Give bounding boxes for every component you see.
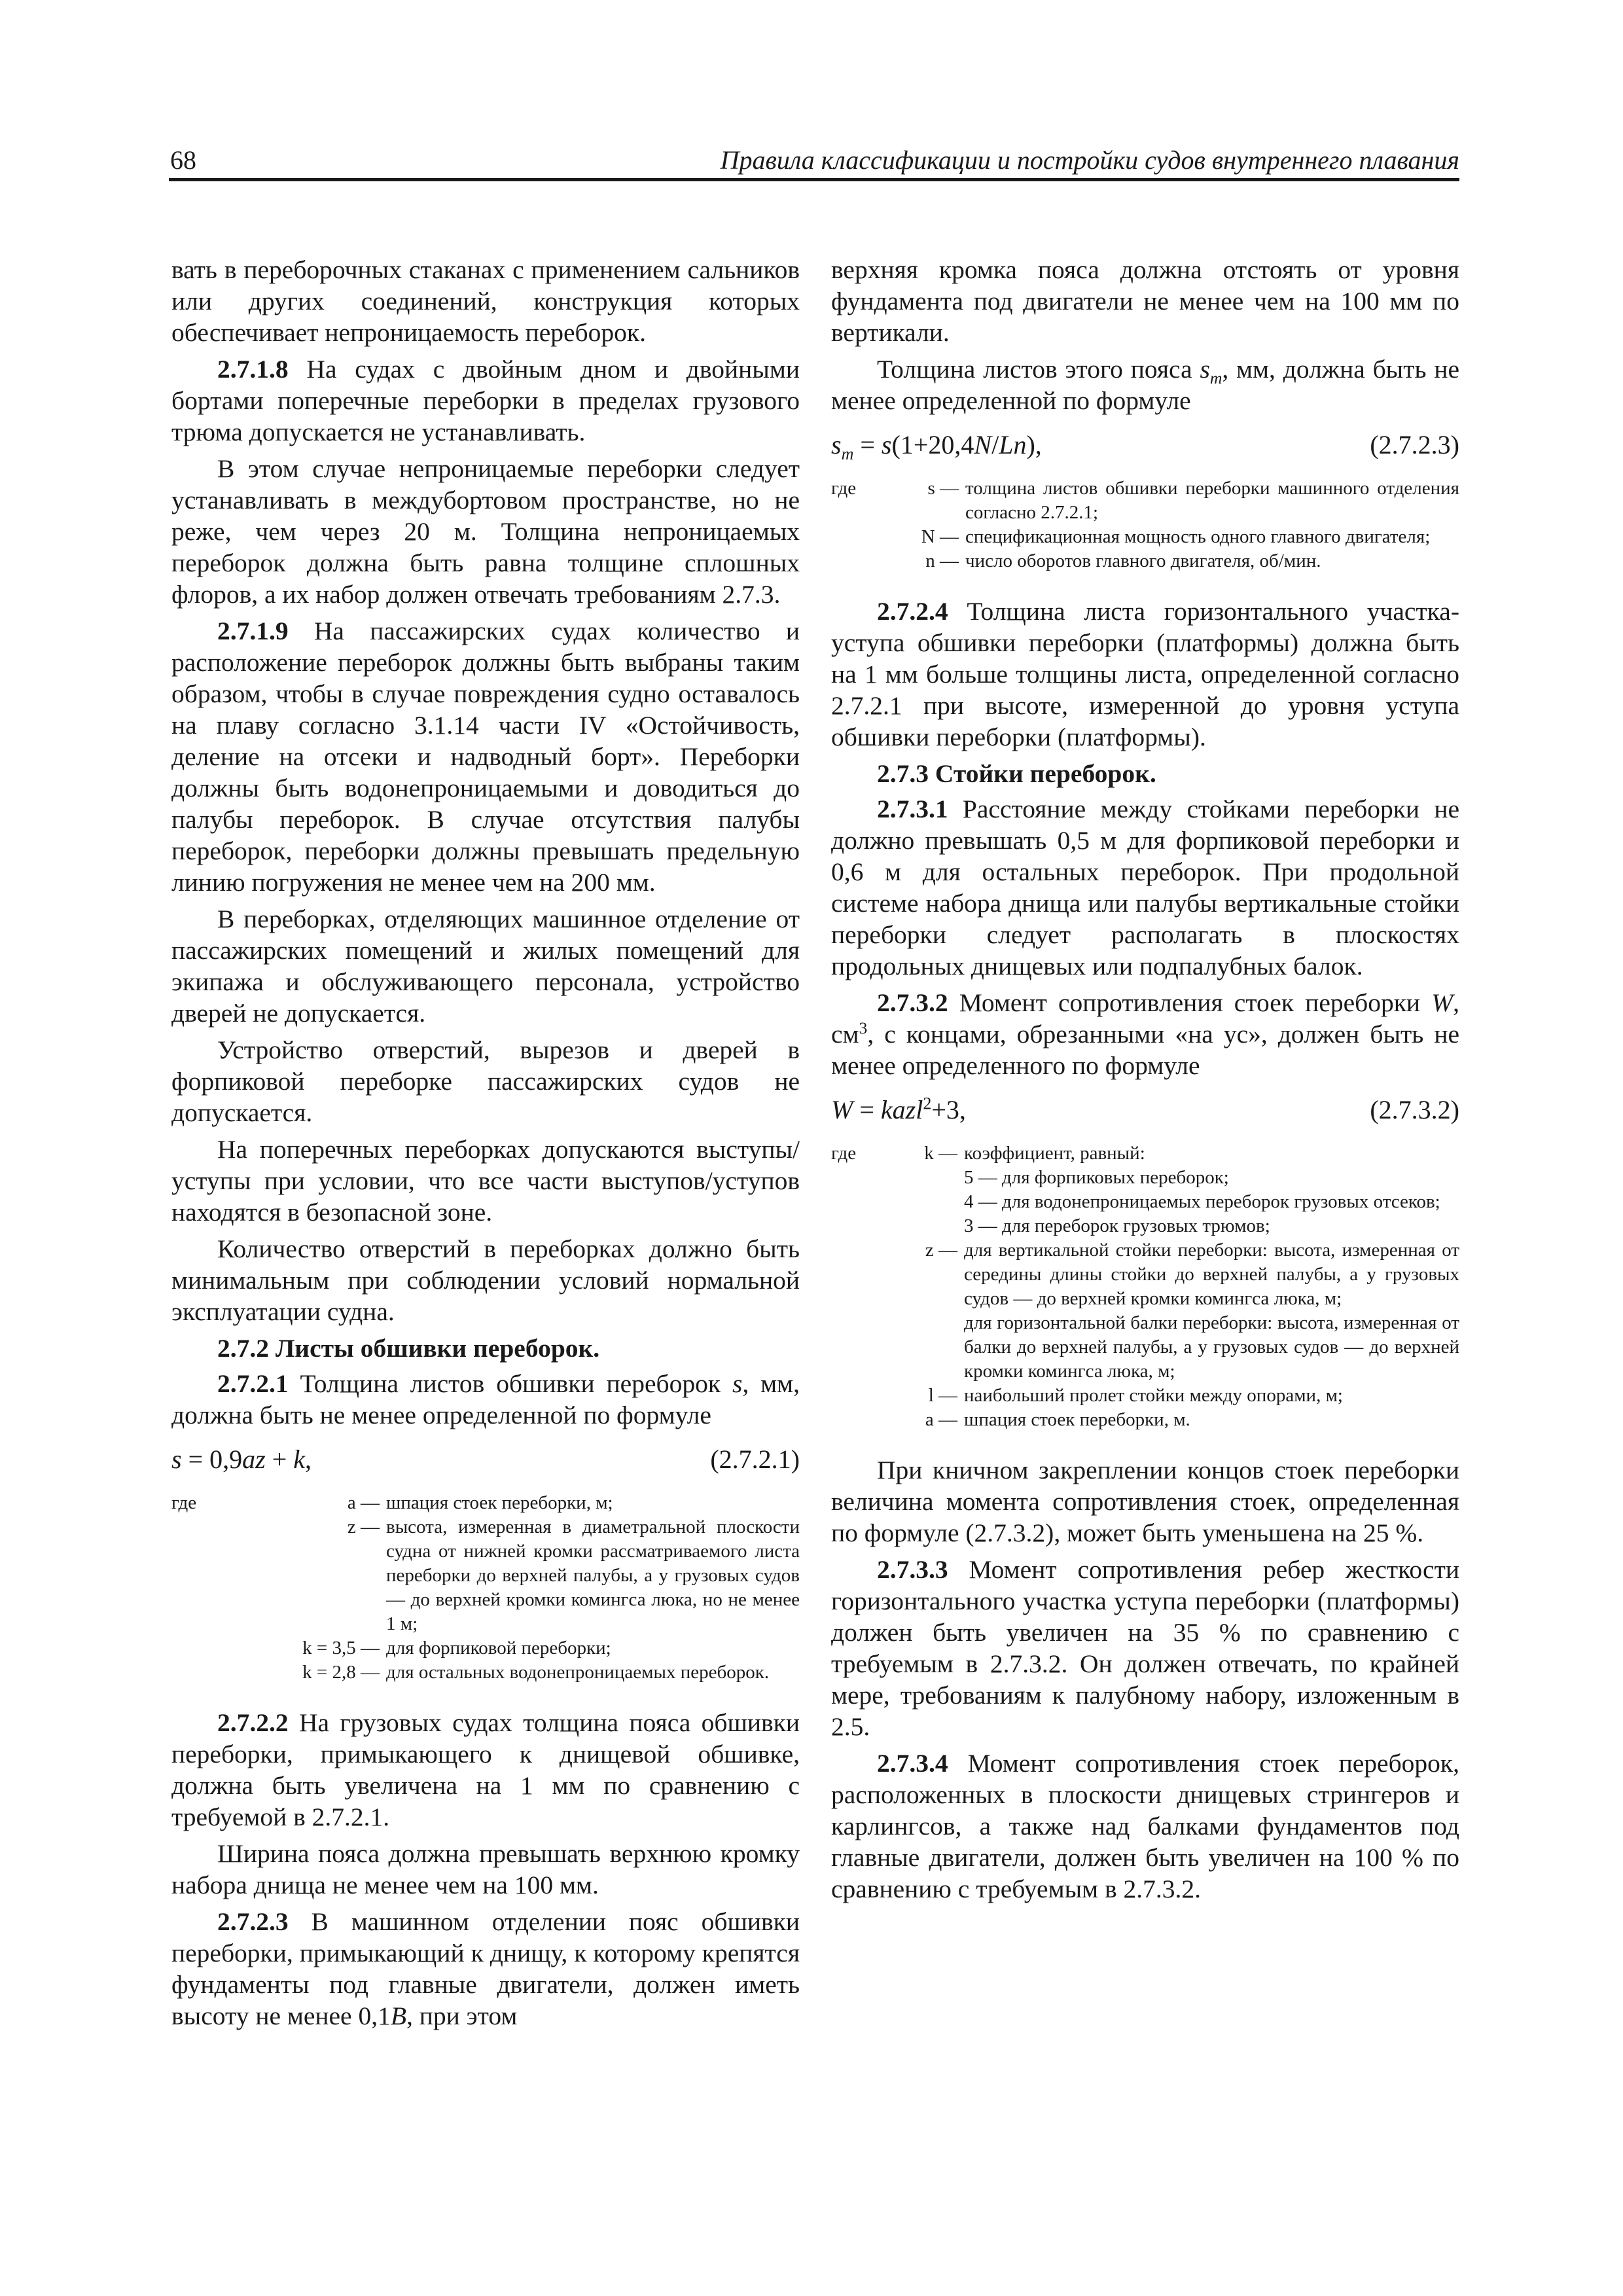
- section-heading-2-7-2: 2.7.2 Листы обшивки переборок.: [217, 1334, 600, 1363]
- clause-text: , при этом: [406, 2001, 518, 2030]
- math-superscript: 2: [923, 1094, 932, 1113]
- paragraph: При кничном закреплении концов стоек переборки величина момента сопротивления стоек, определенная по формуле (2.7.3.2), может быть уменьшена на 25 %.: [831, 1456, 1459, 1547]
- paragraph-2-7-3-2: [831, 987, 1459, 1081]
- definition-row: [831, 525, 1459, 549]
- definition-row: [831, 476, 1459, 525]
- clause-number: 2.7.1.9: [217, 617, 289, 645]
- clause-text: Толщина листа горизонтального участка-уступа обшивки переборки (платформы) должна быть на 1 мм больше толщины листа, определенной согласно 2.7.2.1 при высоте, измеренной до уровня уступа обшивки переборки (платформы).: [831, 597, 1459, 751]
- clause-number: 2.7.3.2: [877, 988, 948, 1017]
- definition-row: [171, 1636, 800, 1660]
- definition-subitem: 3 — для переборок грузовых трюмов;: [964, 1215, 1270, 1236]
- clause-number: 2.7.2.4: [877, 597, 948, 626]
- formula-number: (2.7.3.2): [1370, 1095, 1459, 1124]
- definition-row: [171, 1515, 800, 1636]
- where-label: где: [831, 1143, 857, 1164]
- paragraph: В этом случае непроницаемые переборки следует устанавливать в междубортовом пространстве, но не реже, чем через 20 м. Толщина непроницаемых переборок должна быть равна толщине сплошных флоров, а их набор должен отвечать требованиям 2.7.3.: [171, 454, 800, 609]
- paragraph-2-7-3-4: [831, 1748, 1459, 1905]
- formula-expression: [831, 429, 1042, 461]
- where-label: где: [831, 478, 857, 499]
- math-text: ),: [1026, 430, 1042, 459]
- math-symbol: s: [831, 430, 842, 459]
- clause-text: , мм, должна быть не менее определенной по формуле: [171, 1369, 800, 1429]
- definition-row: [171, 1660, 800, 1685]
- math-symbol: B: [390, 2001, 406, 2030]
- paragraph: [831, 353, 1459, 416]
- definitions-2-7-2-1: [171, 1491, 800, 1685]
- formula-number: (2.7.2.1): [710, 1444, 800, 1474]
- page-header: [169, 141, 1459, 180]
- definitions-2-7-2-3: [831, 476, 1459, 573]
- definition-text: шпация стоек переборки, м.: [964, 1409, 1190, 1430]
- math-subscript: m: [1209, 368, 1222, 387]
- math-text: ,: [305, 1444, 312, 1474]
- header-rule: [169, 178, 1459, 181]
- paragraph-2-7-1-9: [171, 615, 800, 898]
- definition-subitem: для горизонтальной балки переборки: высота, измеренная от балки до верхней палубы, а у грузовых судов — до верхней кромки комингса люка, м;: [964, 1312, 1459, 1382]
- clause-text: Момент сопротивления стоек переборок, расположенных в плоскости днищевых стрингеров и карлингсов, а также над балками фундаментов под главные двигатели, должен быть увеличен на 100 % по сравнению с требуемым в 2.7.3.2.: [831, 1749, 1459, 1903]
- running-title: Правила классификации и постройки судов внутреннего плавания: [720, 145, 1459, 175]
- paragraph-2-7-3-1: [831, 793, 1459, 982]
- clause-text: В машинном отделении пояс обшивки переборки, примыкающий к днищу, к которому крепятся фундаменты под главные двигатели, должен иметь высоту не менее 0,1: [171, 1907, 800, 2030]
- definition-symbol: a —: [347, 1492, 380, 1513]
- where-label: где: [171, 1492, 197, 1513]
- math-text: (1+20,4: [891, 430, 974, 459]
- paragraph-2-7-2-4: [831, 596, 1459, 753]
- math-symbol: s: [171, 1444, 182, 1474]
- math-symbol: Ln: [999, 430, 1027, 459]
- formula-expression: [171, 1444, 312, 1475]
- clause-text: , см: [831, 988, 1459, 1049]
- math-symbol: W: [831, 1095, 853, 1124]
- definitions-2-7-3-2: [831, 1141, 1459, 1432]
- left-column: [171, 254, 800, 2037]
- clause-number: 2.7.3.3: [877, 1555, 948, 1584]
- definition-text: для форпиковой переборки;: [386, 1638, 611, 1659]
- paragraph: вать в переборочных стаканах с применением сальников или других соединений, конструкция которых обеспечивает непроницаемость переборок.: [171, 255, 800, 347]
- clause-number: 2.7.3.1: [877, 795, 948, 823]
- paragraph-2-7-2-1: [171, 1368, 800, 1431]
- clause-text: Момент сопротивления стоек переборки: [948, 988, 1432, 1017]
- math-text: = 0,9: [181, 1444, 243, 1474]
- definition-text: коэффициент, равный:: [964, 1143, 1145, 1164]
- clause-text: На пассажирских судах количество и расположение переборок должны быть выбраны таким образом, чтобы в случае повреждения судно оставалось на плаву согласно 3.1.14 части IV «Остойчивость, деление на отсеки и надводный борт». Переборки должны быть водонепроницаемыми и доводиться до палубы переборок. В случае отсутствия палубы переборок, переборки должны превышать предельную линию погружения не менее чем на 200 мм.: [171, 617, 800, 897]
- math-subscript: m: [841, 444, 854, 463]
- formula-2-7-3-2: [831, 1094, 1459, 1126]
- clause-text: , мм, должна быть не менее определенной по формуле: [831, 355, 1459, 415]
- definition-symbol: k = 2,8 —: [302, 1662, 380, 1683]
- paragraph-2-7-2-2: [171, 1707, 800, 1833]
- clause-text: Толщина листов этого пояса: [877, 355, 1200, 384]
- paragraph: В переборках, отделяющих машинное отделение от пассажирских помещений и жилых помещений для экипажа и обслуживающего персонала, устройство дверей не допускается.: [171, 905, 800, 1028]
- definition-symbol: k = 3,5 —: [302, 1638, 380, 1659]
- clause-number: 2.7.1.8: [217, 355, 289, 384]
- math-superscript: 3: [859, 1018, 868, 1037]
- clause-text: На судах с двойным дном и двойными бортами поперечные переборки в пределах грузового трюма допускается не устанавливать.: [171, 355, 800, 446]
- clause-number: 2.7.2.2: [217, 1708, 289, 1737]
- math-text: +: [265, 1444, 294, 1474]
- paragraph: Ширина пояса должна превышать верхнюю кромку набора днища не менее чем на 100 мм.: [171, 1839, 800, 1899]
- definition-row: [831, 549, 1459, 573]
- math-text: =: [853, 430, 882, 459]
- definition-text: число оборотов главного двигателя, об/мин.: [965, 550, 1321, 571]
- definition-symbol: N —: [921, 526, 959, 547]
- clause-text: Толщина листов обшивки переборок: [288, 1369, 732, 1398]
- math-symbol: s: [881, 430, 892, 459]
- definition-symbol: a —: [925, 1409, 957, 1430]
- math-symbol: s: [732, 1369, 743, 1398]
- definition-symbol: z —: [347, 1516, 380, 1537]
- math-symbol: s: [1200, 355, 1210, 384]
- paragraph: Количество отверстий в переборках должно быть минимальным при соблюдении условий нормальной эксплуатации судна.: [171, 1234, 800, 1326]
- formula-2-7-2-1: [171, 1444, 800, 1475]
- definition-symbol: z —: [925, 1240, 957, 1261]
- formula-2-7-2-3: [831, 429, 1459, 461]
- paragraph: Устройство отверстий, вырезов и дверей в форпиковой переборке пассажирских судов не допускается.: [171, 1035, 800, 1127]
- section-heading-2-7-3: 2.7.3 Стойки переборок.: [877, 759, 1156, 788]
- paragraph-2-7-1-8: [171, 353, 800, 448]
- math-text: =: [853, 1095, 881, 1124]
- clause-text: Расстояние между стойками переборки не должно превышать 0,5 м для форпиковой переборки и 0,6 м для остальных переборок. При продольной системе набора днища или палубы вертикальные стойки переборки следует располагать в плоскостях продольных днищевых или подпалубных балок.: [831, 795, 1459, 980]
- definition-subitem: 5 — для форпиковых переборок;: [964, 1167, 1229, 1188]
- right-column: [831, 254, 1459, 1910]
- formula-expression: [831, 1094, 966, 1126]
- clause-text: Момент сопротивления ребер жесткости горизонтального участка уступа переборки (платформы) должен быть увеличен на 35 % по сравнению с требуемым в 2.7.3.2. Он должен отвечать, по крайней мере, требованиям к палубному набору, изложенным в 2.5.: [831, 1555, 1459, 1741]
- math-symbol: kazl: [880, 1095, 923, 1124]
- definition-row: [831, 1141, 1459, 1166]
- clause-number: 2.7.3.4: [877, 1749, 948, 1778]
- definition-text: шпация стоек переборки, м;: [386, 1492, 613, 1513]
- definition-text: для остальных водонепроницаемых переборок.: [386, 1662, 770, 1683]
- math-text: +3,: [931, 1095, 966, 1124]
- definition-text: толщина листов обшивки переборки машинного отделения согласно 2.7.2.1;: [965, 478, 1459, 523]
- definition-subitem: 4 — для водонепроницаемых переборок грузовых отсеков;: [964, 1191, 1440, 1212]
- paragraph-2-7-2-3: [171, 1906, 800, 2032]
- definition-symbol: k —: [924, 1143, 957, 1164]
- paragraph: верхняя кромка пояса должна отстоять от уровня фундамента под двигатели не менее чем на 100 мм по вертикали.: [831, 255, 1459, 347]
- clause-text: На грузовых судах толщина пояса обшивки переборки, примыкающего к днищевой обшивке, должна быть увеличена на 1 мм по сравнению с требуемой в 2.7.2.1.: [171, 1708, 800, 1831]
- definition-row: [831, 1408, 1459, 1432]
- math-symbol: k: [293, 1444, 306, 1474]
- definition-text: для вертикальной стойки переборки: высота, измеренная от середины длины стойки до верхней палубы, а у грузовых судов — до верхней кромки комингса люка, м;: [964, 1240, 1459, 1309]
- definition-symbol: s —: [927, 478, 959, 499]
- definition-symbol: l —: [928, 1385, 957, 1406]
- clause-text: , с концами, обрезанными «на ус», должен быть не менее определенного по формуле: [831, 1020, 1459, 1080]
- definition-row: [831, 1384, 1459, 1408]
- math-symbol: W: [1431, 988, 1454, 1017]
- clause-number: 2.7.2.3: [217, 1907, 289, 1936]
- math-symbol: az: [242, 1444, 266, 1474]
- definition-text: спецификационная мощность одного главного двигателя;: [965, 526, 1431, 547]
- paragraph: На поперечных переборках допускаются выступы/уступы при условии, что все части выступов/уступов находятся в безопасной зоне.: [171, 1135, 800, 1227]
- math-symbol: N: [974, 430, 992, 459]
- definition-symbol: n —: [925, 550, 959, 571]
- math-text: /: [991, 430, 999, 459]
- definition-text: наибольший пролет стойки между опорами, м;: [964, 1385, 1343, 1406]
- definition-text: высота, измеренная в диаметральной плоскости судна от нижней кромки рассматриваемого листа переборки до верхней палубы, а у грузовых судов — до верхней кромки комингса люка, но не менее 1 м;: [386, 1516, 800, 1634]
- clause-number: 2.7.2.1: [217, 1369, 289, 1398]
- page-number: 68: [170, 145, 196, 175]
- formula-number: (2.7.2.3): [1370, 430, 1459, 459]
- definition-row: [831, 1238, 1459, 1311]
- paragraph-2-7-3-3: [831, 1554, 1459, 1742]
- definition-row: [171, 1491, 800, 1515]
